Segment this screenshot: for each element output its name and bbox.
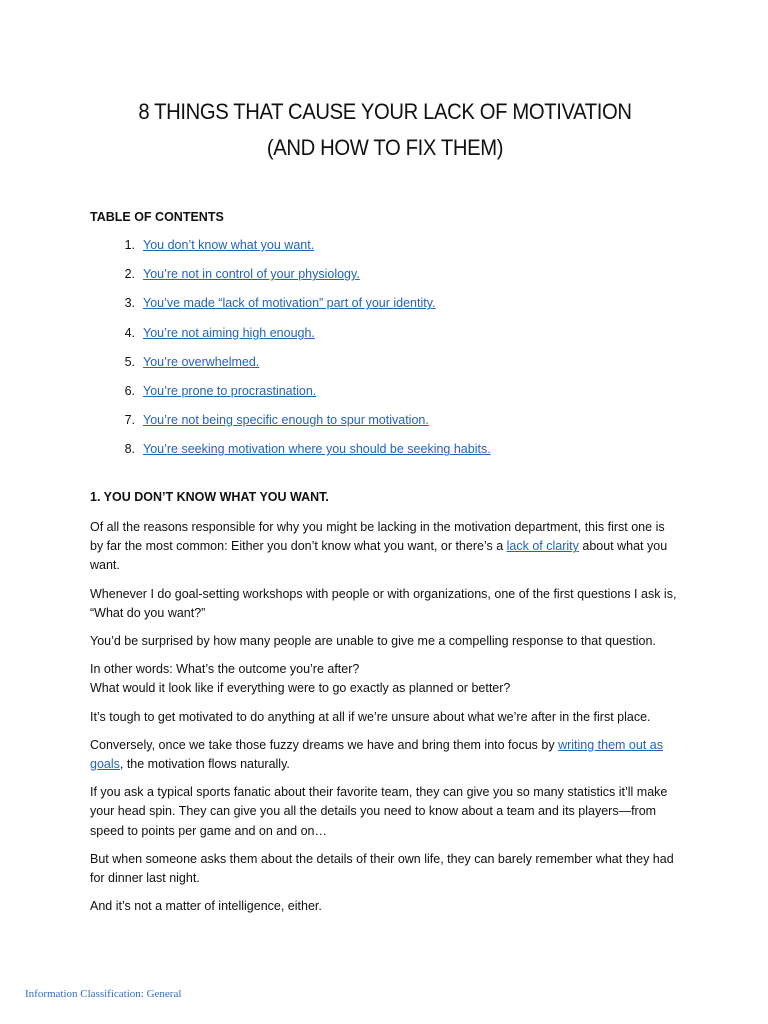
toc-heading: TABLE OF CONTENTS bbox=[90, 210, 224, 224]
toc-item bbox=[90, 355, 690, 384]
table-of-contents bbox=[90, 238, 690, 472]
toc-item bbox=[90, 384, 690, 413]
paragraph: It’s tough to get motivated to do anything at all if we’re unsure about what we’re after in the first place. bbox=[90, 709, 651, 724]
paragraph bbox=[90, 518, 680, 576]
section-heading: 1. YOU DON’T KNOW WHAT YOU WANT. bbox=[90, 490, 329, 504]
toc-link-4[interactable]: You’re not aiming high enough. bbox=[143, 325, 315, 340]
paragraph-text: Conversely, once we take those fuzzy dreams we have and bring them into focus by bbox=[90, 737, 559, 752]
paragraph-text: , the motivation flows naturally. bbox=[119, 757, 290, 772]
toc-link-7[interactable]: You’re not being specific enough to spur motivation. bbox=[143, 413, 429, 428]
toc-number: 2. bbox=[124, 267, 135, 282]
paragraph-text: about what you want. bbox=[90, 539, 668, 573]
toc-item bbox=[90, 326, 690, 355]
page-title: 8 THINGS THAT CAUSE YOUR LACK OF MOTIVATION (AND HOW TO FIX THEM) bbox=[138, 99, 632, 160]
toc-link-2[interactable]: You’re not in control of your physiology. bbox=[143, 267, 360, 282]
toc-number: 3. bbox=[124, 296, 135, 311]
toc-number: 7. bbox=[124, 413, 135, 428]
paragraph bbox=[90, 660, 680, 698]
paragraph bbox=[90, 736, 680, 774]
paragraph: But when someone asks them about the details of their own life, they can barely remember what they had for dinner last night. bbox=[90, 851, 674, 886]
paragraph: You’d be surprised by how many people are unable to give me a compelling response to that question. bbox=[90, 634, 656, 649]
toc-item bbox=[90, 238, 690, 267]
paragraph-text: What would it look like if everything were to go exactly as planned or better? bbox=[90, 681, 511, 696]
toc-link-3[interactable]: You’ve made “lack of motivation” part of your identity. bbox=[143, 296, 436, 311]
toc-number: 5. bbox=[124, 354, 135, 369]
toc-number: 4. bbox=[124, 325, 135, 340]
section-body bbox=[90, 518, 680, 925]
toc-number: 1. bbox=[124, 238, 135, 252]
paragraph: And it’s not a matter of intelligence, either. bbox=[90, 899, 322, 914]
paragraph: Whenever I do goal-setting workshops with people or with organizations, one of the first questions I ask is, “What do you want?” bbox=[90, 586, 677, 620]
toc-item bbox=[90, 442, 690, 471]
toc-item bbox=[90, 296, 690, 325]
paragraph: If you ask a typical sports fanatic about their favorite team, they can give you so many statistics it’ll make your head spin. They can give you all the details you need to know about a team and its players—from speed to points per game and on and on… bbox=[90, 785, 668, 838]
toc-item bbox=[90, 413, 690, 442]
toc-link-6[interactable]: You’re prone to procrastination. bbox=[143, 383, 317, 398]
toc-number: 8. bbox=[124, 442, 135, 457]
toc-link-8[interactable]: You’re seeking motivation where you should be seeking habits. bbox=[143, 442, 491, 457]
lack-of-clarity-link[interactable]: lack of clarity bbox=[506, 539, 579, 554]
writing-goals-link[interactable]: writing them out as goals bbox=[90, 737, 663, 772]
paragraph-text: In other words: What’s the outcome you’re after? bbox=[90, 662, 360, 677]
toc-item bbox=[90, 267, 690, 296]
toc-number: 6. bbox=[124, 383, 135, 398]
paragraph-text: Of all the reasons responsible for why you might be lacking in the motivation department, this first one is by far the most common: Either you don’t know what you want, or there’s a bbox=[90, 520, 665, 554]
toc-link-5[interactable]: You’re overwhelmed. bbox=[143, 354, 260, 369]
toc-link-1[interactable]: You don’t know what you want. bbox=[143, 238, 315, 252]
classification-footer: Information Classification: General bbox=[25, 988, 182, 1000]
